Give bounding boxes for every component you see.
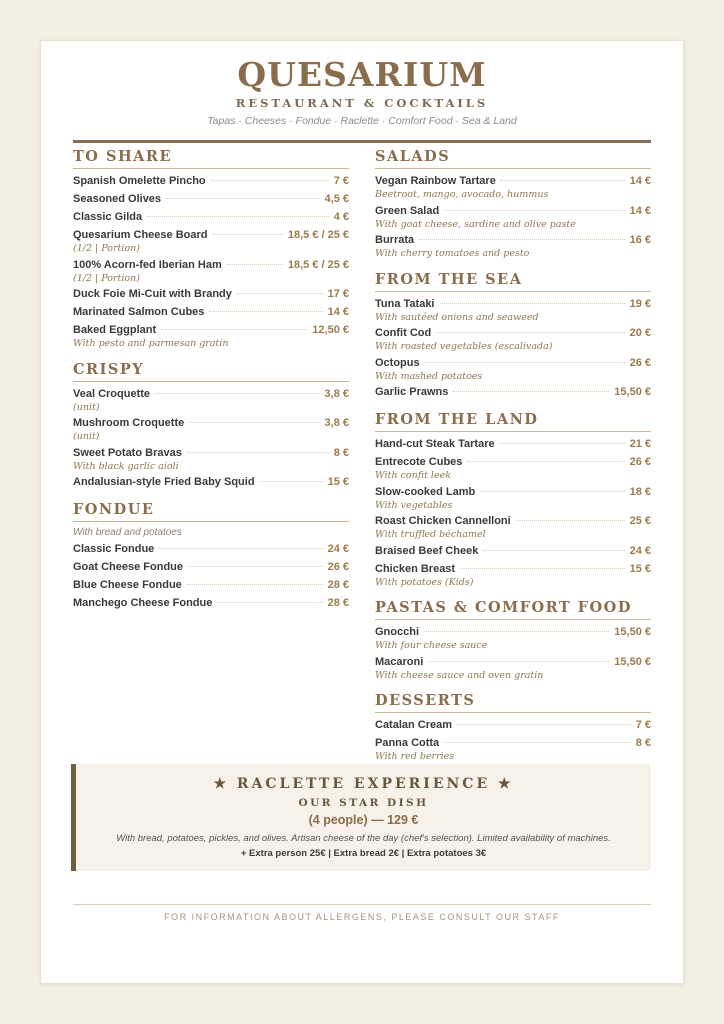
item-price: 12,50 € <box>312 324 349 336</box>
item-name: Veal Croquette <box>73 387 151 400</box>
menu-item-burrata <box>375 232 651 260</box>
raclette-title: ★ RACLETTE EXPERIENCE ★ <box>213 776 514 792</box>
item-description: With potatoes (Kids) <box>375 576 474 588</box>
item-price: 28 € <box>327 579 349 591</box>
item-row <box>375 203 651 219</box>
item-row <box>73 227 349 243</box>
item-row <box>73 386 349 402</box>
dotted-leader <box>457 724 631 725</box>
item-name: Gnocchi <box>375 626 420 638</box>
item-name: Green Salad <box>375 204 440 217</box>
item-price: 14 € <box>629 175 651 187</box>
menu-item-blue-cheese-fondue <box>73 577 349 593</box>
menu-item-braised-beef-cheek <box>375 543 651 559</box>
section-note-fondue: With bread and potatoes <box>73 527 182 538</box>
raclette-subtitle: OUR STAR DISH <box>298 797 429 809</box>
section-title-crispy: CRISPY <box>73 362 349 382</box>
item-name: Spanish Omelette Pincho <box>73 175 206 187</box>
dotted-leader <box>516 520 625 521</box>
item-price: 15,50 € <box>614 626 651 638</box>
item-price: 28 € <box>327 597 349 609</box>
menu-item-baked-eggplant <box>73 322 349 350</box>
section-title-to-share: TO SHARE <box>73 149 349 169</box>
item-row <box>375 355 651 371</box>
section-from-the-sea <box>375 272 651 401</box>
item-price: 18 € <box>629 485 651 498</box>
section-crispy <box>73 362 349 491</box>
item-description: With truffled béchamel <box>375 529 486 540</box>
dotted-leader <box>155 393 320 394</box>
raclette-experience-banner <box>71 764 651 871</box>
menu-page <box>40 40 684 984</box>
item-row <box>375 173 651 189</box>
item-name: Duck Foie Mi-Cuit with Brandy <box>73 288 232 300</box>
section-to-share <box>73 149 349 350</box>
dotted-leader <box>187 584 323 585</box>
menu-item-hand-cut-steak-tartare <box>375 436 651 452</box>
menu-item-green-salad <box>375 203 651 231</box>
item-name: Seasoned Olives <box>73 193 162 205</box>
item-price: 15,50 € <box>614 386 651 398</box>
item-row <box>375 454 651 470</box>
menu-item-veal-croquette <box>73 386 349 414</box>
item-description: With mashed potatoes <box>375 370 483 382</box>
item-price: 4,5 € <box>324 193 349 205</box>
item-name: Panna Cotta <box>375 737 440 749</box>
menu-footer <box>73 904 651 923</box>
item-description: (1/2 | Portion) <box>73 243 140 254</box>
menu-column-left <box>73 149 349 623</box>
dotted-leader <box>501 180 625 181</box>
item-price: 7 € <box>333 175 349 187</box>
item-price: 24 € <box>629 544 651 557</box>
item-description: (unit) <box>73 401 100 413</box>
item-row <box>73 595 349 611</box>
item-price: 17 € <box>327 288 349 300</box>
item-description: With cheese sauce and oven gratin <box>375 669 544 681</box>
item-description: (1/2 | Portion) <box>73 272 140 284</box>
item-row <box>73 257 349 273</box>
item-name: Andalusian-style Fried Baby Squid <box>73 476 255 488</box>
item-description: With confit leek <box>375 470 451 481</box>
item-price: 4 € <box>333 211 349 223</box>
item-description: With roasted vegetables (escalivada) <box>375 341 553 352</box>
dotted-leader <box>213 234 283 235</box>
item-price: 7 € <box>635 719 651 731</box>
section-title-desserts: DESSERTS <box>375 693 651 713</box>
dotted-leader <box>189 422 319 423</box>
dotted-leader <box>161 329 307 330</box>
menu-header <box>73 57 651 143</box>
item-row <box>375 325 651 341</box>
item-description: With sautéed onions and seaweed <box>375 311 539 323</box>
menu-item-chicken-breast <box>375 561 651 589</box>
allergens-notice: FOR INFORMATION ABOUT ALLERGENS, PLEASE CONSULT OUR STAFF <box>164 912 560 922</box>
menu-item-entrecote-cubes <box>375 454 651 482</box>
item-price: 25 € <box>629 515 651 527</box>
menu-item-confit-cod <box>375 325 651 353</box>
item-row <box>73 191 349 207</box>
menu-item-quesarium-cheese-board <box>73 227 349 255</box>
menu-item-macaroni <box>375 654 651 682</box>
item-name: Marinated Salmon Cubes <box>73 306 205 318</box>
section-title-salads: SALADS <box>375 149 651 169</box>
menu-columns <box>73 149 651 793</box>
dotted-leader <box>425 362 625 363</box>
item-name: Manchego Cheese Fondue <box>73 597 213 609</box>
dotted-leader <box>217 602 322 603</box>
section-title-from-the-land: FROM THE LAND <box>375 412 651 432</box>
item-row <box>375 543 651 559</box>
item-description: With vegetables <box>375 499 453 511</box>
item-row <box>375 384 651 400</box>
menu-item-catalan-cream <box>375 717 651 733</box>
dotted-leader <box>209 311 322 312</box>
menu-item-garlic-prawns <box>375 384 651 400</box>
dotted-leader <box>227 264 283 265</box>
dotted-leader <box>166 198 319 199</box>
item-price: 15 € <box>629 562 651 575</box>
item-row <box>375 484 651 500</box>
item-name: Roast Chicken Cannelloni <box>375 515 511 527</box>
dotted-leader <box>419 239 624 240</box>
menu-item-panna-cotta <box>375 735 651 763</box>
section-from-the-land <box>375 412 651 588</box>
dotted-leader <box>480 491 624 492</box>
item-name: Blue Cheese Fondue <box>73 579 182 591</box>
item-name: Macaroni <box>375 655 424 668</box>
menu-item-manchego-cheese-fondue <box>73 595 349 611</box>
restaurant-subtitle: RESTAURANT & COCKTAILS <box>235 96 489 110</box>
item-name: Hand-cut Steak Tartare <box>375 438 495 450</box>
item-name: Garlic Prawns <box>375 386 449 398</box>
menu-item-gnocchi <box>375 624 651 652</box>
item-row <box>73 577 349 593</box>
item-price: 19 € <box>629 297 651 310</box>
item-row <box>73 304 349 320</box>
menu-content <box>41 41 683 793</box>
dotted-leader <box>444 742 631 743</box>
menu-item-duck-foie-mi-cuit-with-brandy <box>73 286 349 302</box>
menu-item-goat-cheese-fondue <box>73 559 349 575</box>
dotted-leader <box>453 391 609 392</box>
item-name: Braised Beef Cheek <box>375 544 479 557</box>
item-row <box>73 173 349 189</box>
item-row <box>375 624 651 640</box>
item-name: Tuna Tataki <box>375 297 435 310</box>
item-row <box>73 474 349 490</box>
dotted-leader <box>460 568 624 569</box>
menu-item-vegan-rainbow-tartare <box>375 173 651 201</box>
item-price: 18,5 € / 25 € <box>287 229 349 241</box>
item-row <box>73 209 349 225</box>
item-name: Slow-cooked Lamb <box>375 485 476 498</box>
item-price: 3,8 € <box>324 417 349 429</box>
item-name: Catalan Cream <box>375 719 453 731</box>
item-name: Confit Cod <box>375 327 432 339</box>
menu-item-andalusian-style-fried-baby-squid <box>73 474 349 490</box>
item-row <box>375 436 651 452</box>
menu-item-roast-chicken-cannelloni <box>375 513 651 541</box>
menu-item-100-acorn-fed-iberian-ham <box>73 257 349 285</box>
item-price: 3,8 € <box>324 387 349 400</box>
item-row <box>73 415 349 431</box>
item-price: 26 € <box>629 456 651 468</box>
raclette-price-line: (4 people) — 129 € <box>308 813 419 827</box>
dotted-leader <box>237 293 323 294</box>
item-price: 26 € <box>629 356 651 369</box>
item-name: Chicken Breast <box>375 562 456 575</box>
section-title-fondue: FONDUE <box>73 502 349 522</box>
item-description: (unit) <box>73 431 100 442</box>
item-name: 100% Acorn-fed Iberian Ham <box>73 258 222 271</box>
item-row <box>375 513 651 529</box>
item-price: 24 € <box>327 543 349 555</box>
dotted-leader <box>500 443 625 444</box>
item-description: Beetroot, mango, avocado, hummus <box>375 189 549 200</box>
restaurant-name: QUESARIUM <box>237 55 487 94</box>
item-price: 16 € <box>629 234 651 246</box>
menu-item-spanish-omelette-pincho <box>73 173 349 189</box>
section-title-pastas-comfort-food: PASTAS & COMFORT FOOD <box>375 600 651 620</box>
section-fondue <box>73 502 349 611</box>
item-description: With four cheese sauce <box>375 640 488 651</box>
item-price: 8 € <box>333 446 349 459</box>
dotted-leader <box>483 550 624 551</box>
item-row <box>73 322 349 338</box>
dotted-leader <box>428 661 609 662</box>
dotted-leader <box>187 452 329 453</box>
raclette-description: With bread, potatoes, pickles, and olives. Artisan cheese of the day (chef's selection). Limited availability of machines. <box>116 833 611 844</box>
item-name: Classic Gilda <box>73 211 143 223</box>
menu-tagline: Tapas · Cheeses · Fondue · Raclette · Comfort Food · Sea & Land <box>207 115 517 127</box>
item-name: Mushroom Croquette <box>73 417 185 429</box>
item-row <box>375 232 651 248</box>
dotted-leader <box>440 303 625 304</box>
item-row <box>73 541 349 557</box>
item-name: Sweet Potato Bravas <box>73 446 182 459</box>
item-row <box>73 445 349 461</box>
item-name: Classic Fondue <box>73 543 155 555</box>
item-row <box>375 735 651 751</box>
item-price: 14 € <box>629 204 651 217</box>
item-row <box>73 559 349 575</box>
item-row <box>375 296 651 312</box>
item-price: 20 € <box>629 327 651 339</box>
dotted-leader <box>147 216 329 217</box>
item-price: 18,5 € / 25 € <box>287 258 349 271</box>
section-salads <box>375 149 651 260</box>
item-description: With goat cheese, sardine and olive paste <box>375 218 576 230</box>
item-name: Vegan Rainbow Tartare <box>375 175 496 187</box>
raclette-extras: + Extra person 25€ | Extra bread 2€ | Extra potatoes 3€ <box>240 848 487 859</box>
menu-item-slow-cooked-lamb <box>375 484 651 512</box>
dotted-leader <box>424 631 609 632</box>
item-row <box>375 654 651 670</box>
item-description: With black garlic aioli <box>73 460 179 472</box>
item-name: Goat Cheese Fondue <box>73 561 184 573</box>
item-name: Baked Eggplant <box>73 324 157 336</box>
menu-item-sweet-potato-bravas <box>73 445 349 473</box>
menu-item-classic-gilda <box>73 209 349 225</box>
item-price: 14 € <box>327 306 349 318</box>
item-price: 26 € <box>327 561 349 573</box>
footer-divider <box>73 904 651 905</box>
item-description: With cherry tomatoes and pesto <box>375 248 530 259</box>
item-description: With pesto and parmesan gratin <box>73 338 229 349</box>
item-row <box>375 717 651 733</box>
menu-column-right <box>375 149 651 793</box>
dotted-leader <box>260 481 323 482</box>
menu-item-classic-fondue <box>73 541 349 557</box>
item-name: Burrata <box>375 234 415 246</box>
dotted-leader <box>467 461 624 462</box>
dotted-leader <box>436 332 624 333</box>
item-price: 15 € <box>327 476 349 488</box>
item-price: 21 € <box>629 438 651 450</box>
item-name: Quesarium Cheese Board <box>73 229 208 241</box>
menu-item-marinated-salmon-cubes <box>73 304 349 320</box>
menu-item-seasoned-olives <box>73 191 349 207</box>
dotted-leader <box>444 210 624 211</box>
section-pastas-comfort-food <box>375 600 651 681</box>
item-name: Entrecote Cubes <box>375 456 463 468</box>
dotted-leader <box>159 548 322 549</box>
item-description: With red berries <box>375 751 455 762</box>
menu-item-octopus <box>375 355 651 383</box>
item-price: 8 € <box>635 737 651 749</box>
menu-item-mushroom-croquette <box>73 415 349 443</box>
dotted-leader <box>188 566 323 567</box>
section-title-from-the-sea: FROM THE SEA <box>375 272 651 292</box>
item-name: Octopus <box>375 356 420 369</box>
item-row <box>375 561 651 577</box>
dotted-leader <box>211 180 329 181</box>
item-row <box>73 286 349 302</box>
header-divider <box>73 140 651 143</box>
item-price: 15,50 € <box>614 655 651 668</box>
menu-item-tuna-tataki <box>375 296 651 324</box>
